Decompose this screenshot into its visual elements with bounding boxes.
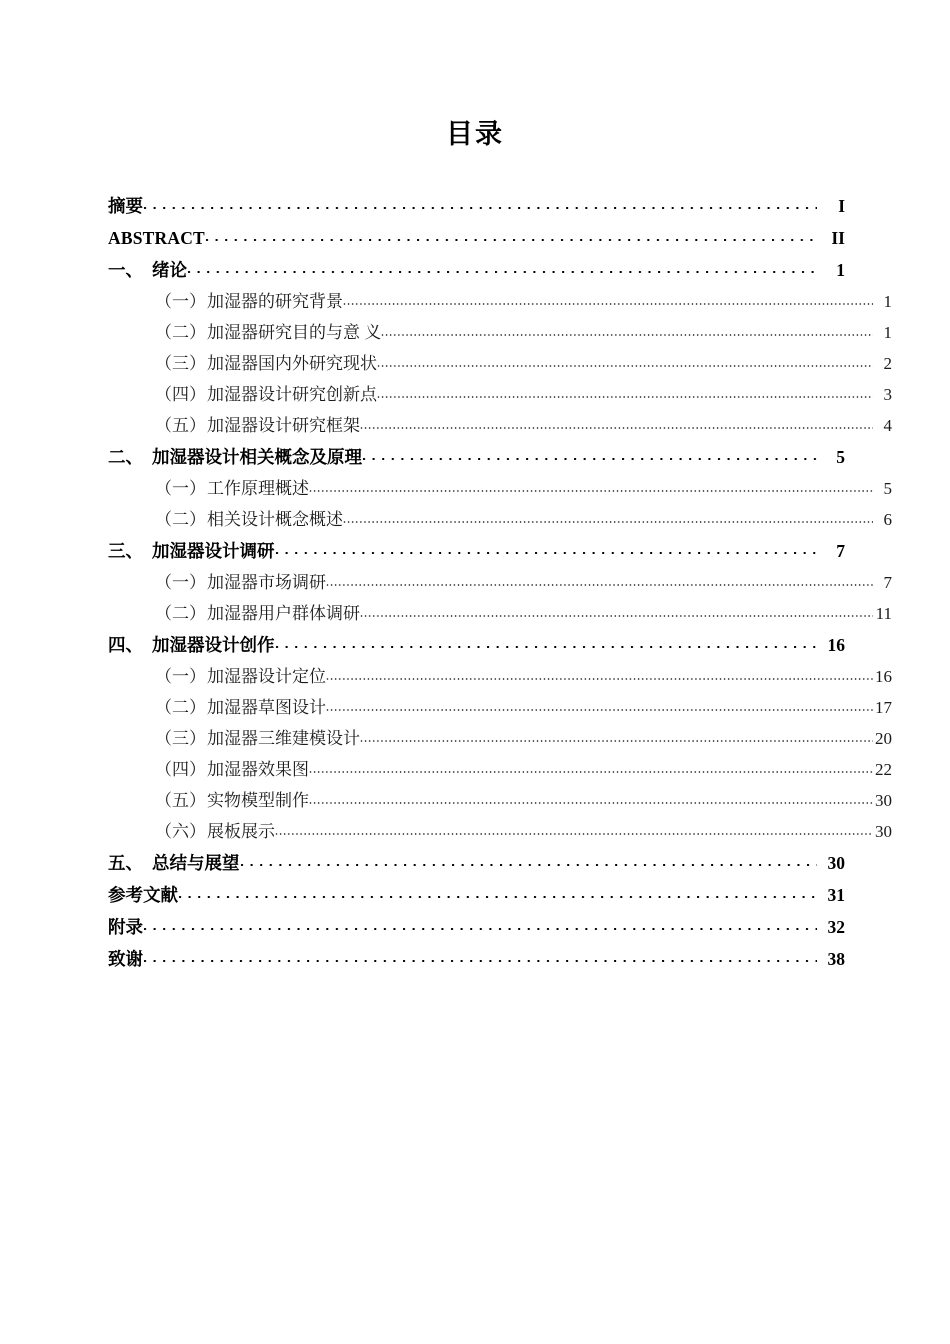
toc-entry-page-number: 16 <box>827 635 845 655</box>
toc-entry-label <box>108 254 187 286</box>
toc-entry-page-number: 5 <box>836 447 845 467</box>
toc-entry-number: 二、 <box>108 447 143 467</box>
toc-entry[interactable] <box>108 598 892 629</box>
toc-entry-title: 加湿器的研究背景 <box>207 292 343 311</box>
toc-entry-page-number: 11 <box>875 604 892 623</box>
toc-entry-number: 一、 <box>108 260 143 280</box>
toc-entry-title: 摘要 <box>108 196 143 216</box>
toc-entry-page-number: 30 <box>827 853 845 873</box>
toc-entry-page-number: 1 <box>883 323 892 342</box>
toc-entry-page-number: 7 <box>883 573 892 592</box>
toc-entry-page-number: 7 <box>836 541 845 561</box>
dot-leader <box>309 758 873 775</box>
dot-leader <box>360 602 873 619</box>
toc-entry-label <box>155 317 381 348</box>
toc-entry-label <box>155 348 377 379</box>
toc-entry-number: （一） <box>155 292 206 311</box>
toc-entry[interactable] <box>108 379 892 410</box>
dot-leader <box>309 477 873 494</box>
toc-entry-number: （二） <box>155 698 206 717</box>
toc-entry-title: 实物模型制作 <box>207 791 309 810</box>
toc-entry-label <box>108 190 143 222</box>
toc-entry-number: （六） <box>155 822 206 841</box>
toc-entry-number: （五） <box>155 791 206 810</box>
toc-entry-label <box>108 879 178 911</box>
toc-entry-page-number: 3 <box>883 385 892 404</box>
dot-leader <box>187 259 817 277</box>
toc-entry[interactable] <box>108 847 845 879</box>
toc-entry-label <box>155 598 360 629</box>
dot-leader <box>343 290 873 307</box>
dot-leader <box>143 916 817 934</box>
dot-leader <box>309 789 873 806</box>
toc-entry-page-number: I <box>838 196 845 216</box>
toc-entry[interactable] <box>108 943 845 975</box>
toc-entry-title: 加湿器设计研究创新点 <box>207 385 377 404</box>
toc-entry[interactable] <box>108 911 845 943</box>
dot-leader <box>275 634 818 652</box>
table-of-contents <box>108 190 892 975</box>
toc-entry-label <box>155 286 343 317</box>
toc-entry[interactable] <box>108 254 845 286</box>
toc-entry-page-number: 5 <box>883 479 892 498</box>
toc-entry-number: （四） <box>155 760 206 779</box>
toc-entry-label <box>155 754 309 785</box>
toc-entry-number: （一） <box>155 479 206 498</box>
toc-entry-title: 总结与展望 <box>152 853 240 873</box>
toc-entry-page-number: 32 <box>827 917 845 937</box>
dot-leader <box>178 884 817 902</box>
toc-entry-page-number: 2 <box>883 354 892 373</box>
toc-entry-number: （一） <box>155 573 206 592</box>
toc-entry[interactable] <box>108 317 892 348</box>
toc-entry-title: 相关设计概念概述 <box>207 510 343 529</box>
toc-entry-page-number: 38 <box>827 949 845 969</box>
toc-entry-number: 三、 <box>108 541 143 561</box>
toc-entry-title: 加湿器设计相关概念及原理 <box>152 447 362 467</box>
toc-entry-number: 五、 <box>108 853 143 873</box>
toc-entry-number: （一） <box>155 667 206 686</box>
toc-entry-label <box>155 567 326 598</box>
dot-leader <box>143 948 817 966</box>
toc-entry-page-number: 16 <box>875 667 892 686</box>
toc-entry-title: 加湿器研究目的与意 义 <box>207 323 382 342</box>
toc-entry[interactable] <box>108 222 845 254</box>
toc-entry[interactable] <box>108 286 892 317</box>
toc-entry[interactable] <box>108 879 845 911</box>
toc-entry-title: 加湿器用户群体调研 <box>207 604 360 623</box>
dot-leader <box>275 540 818 558</box>
toc-entry-number: （二） <box>155 510 206 529</box>
toc-entry-number: （四） <box>155 385 206 404</box>
dot-leader <box>326 665 873 682</box>
toc-entry[interactable] <box>108 535 845 567</box>
page-title: 目录 <box>446 119 504 150</box>
toc-entry-label <box>108 441 362 473</box>
toc-entry-number: （二） <box>155 323 206 342</box>
toc-entry-title: 加湿器设计定位 <box>207 667 326 686</box>
toc-entry-title: 加湿器三维建模设计 <box>207 729 360 748</box>
toc-entry-page-number: 17 <box>875 698 892 717</box>
dot-leader <box>275 820 873 837</box>
toc-entry-page-number: 4 <box>883 416 892 435</box>
dot-leader <box>326 571 873 588</box>
toc-entry-page-number: 20 <box>875 729 892 748</box>
toc-entry-page-number: 30 <box>875 791 892 810</box>
toc-entry[interactable] <box>108 567 892 598</box>
toc-entry-title: 加湿器草图设计 <box>207 698 326 717</box>
toc-entry-title: 附录 <box>108 917 143 937</box>
toc-entry-title: 致谢 <box>108 949 143 969</box>
toc-entry[interactable] <box>108 692 892 723</box>
toc-entry-title: 展板展示 <box>207 822 275 841</box>
toc-entry[interactable] <box>108 723 892 754</box>
toc-entry-label <box>155 661 326 692</box>
dot-leader <box>240 852 818 870</box>
toc-entry-page-number: 6 <box>883 510 892 529</box>
toc-entry-page-number: 1 <box>883 292 892 311</box>
toc-entry-label <box>155 504 343 535</box>
toc-entry-label <box>155 692 326 723</box>
toc-entry-title: 加湿器效果图 <box>207 760 309 779</box>
dot-leader <box>326 696 873 713</box>
toc-entry-page-number: 30 <box>875 822 892 841</box>
toc-entry-number: （二） <box>155 604 206 623</box>
toc-entry-title: 工作原理概述 <box>207 479 309 498</box>
toc-entry-label <box>155 723 360 754</box>
toc-entry-number: （三） <box>155 354 206 373</box>
toc-entry-number: （三） <box>155 729 206 748</box>
toc-entry[interactable] <box>108 410 892 441</box>
toc-entry-label <box>108 222 205 254</box>
toc-entry-label <box>108 911 143 943</box>
toc-entry[interactable] <box>108 661 892 692</box>
toc-entry[interactable] <box>108 504 892 535</box>
toc-entry-number: 四、 <box>108 635 143 655</box>
toc-entry[interactable] <box>108 190 845 222</box>
toc-entry[interactable] <box>108 629 845 661</box>
toc-entry-label <box>155 473 309 504</box>
dot-leader <box>381 321 873 338</box>
dot-leader <box>143 195 817 213</box>
toc-entry-title: 加湿器市场调研 <box>207 573 326 592</box>
dot-leader <box>362 446 817 464</box>
toc-entry-label <box>155 379 377 410</box>
toc-entry-label <box>108 629 275 661</box>
toc-entry-number: （五） <box>155 416 206 435</box>
toc-entry-label <box>155 816 275 847</box>
toc-entry[interactable] <box>108 816 892 847</box>
toc-entry[interactable] <box>108 473 892 504</box>
toc-entry-page-number: II <box>831 228 845 248</box>
dot-leader <box>360 727 873 744</box>
dot-leader <box>343 508 873 525</box>
toc-entry[interactable] <box>108 754 892 785</box>
toc-entry-label <box>155 410 360 441</box>
toc-entry-title: ABSTRACT <box>108 228 205 248</box>
toc-entry-title: 加湿器设计研究框架 <box>207 416 360 435</box>
toc-entry-title: 加湿器设计创作 <box>152 635 275 655</box>
toc-entry-page-number: 1 <box>836 260 845 280</box>
dot-leader <box>377 352 873 369</box>
toc-entry-label <box>108 943 143 975</box>
toc-entry-title: 参考文献 <box>108 885 178 905</box>
toc-entry-label <box>155 785 309 816</box>
dot-leader <box>360 414 873 431</box>
toc-entry[interactable] <box>108 441 845 473</box>
toc-entry-label <box>108 847 240 879</box>
toc-entry-page-number: 31 <box>827 885 845 905</box>
dot-leader <box>205 227 817 245</box>
dot-leader <box>377 383 873 400</box>
toc-entry-label <box>108 535 275 567</box>
toc-entry-title: 绪论 <box>152 260 187 280</box>
toc-entry-title: 加湿器设计调研 <box>152 541 275 561</box>
toc-entry[interactable] <box>108 785 892 816</box>
toc-entry-page-number: 22 <box>875 760 892 779</box>
toc-entry-title: 加湿器国内外研究现状 <box>207 354 377 373</box>
toc-entry[interactable] <box>108 348 892 379</box>
